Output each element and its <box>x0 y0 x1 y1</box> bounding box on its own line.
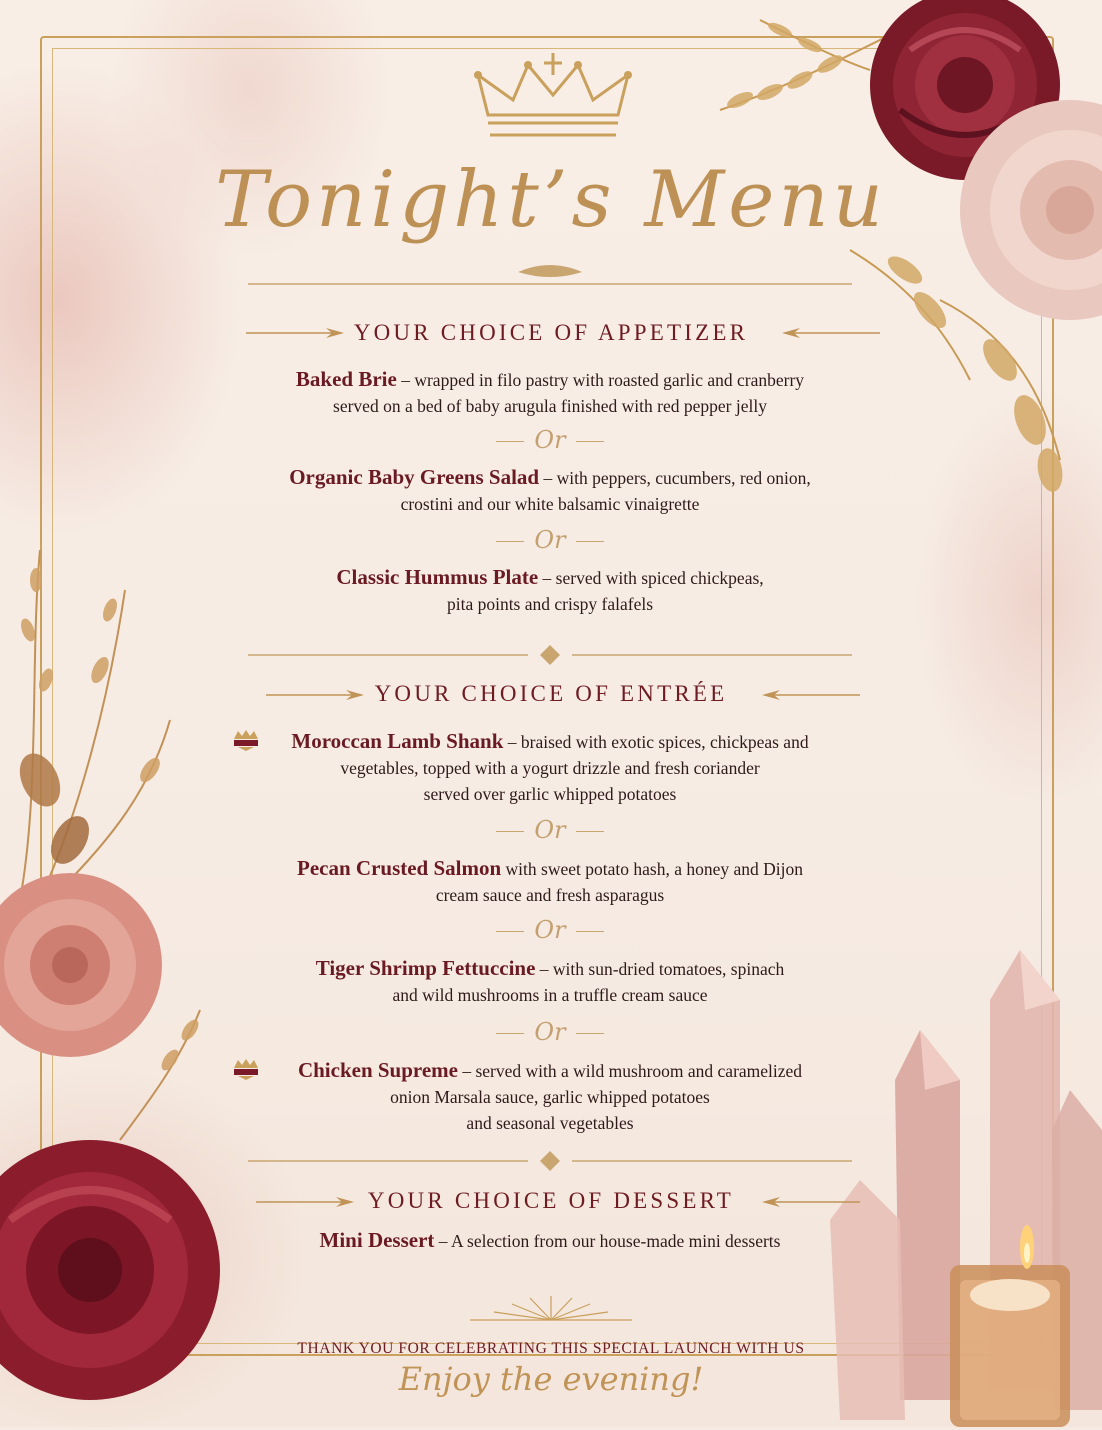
dessert-heading: YOUR CHOICE OF DESSERT <box>367 1188 735 1213</box>
heading-arrow-right <box>750 1195 860 1209</box>
or-separator: Or <box>490 426 610 456</box>
menu-item-chicken-supreme: Chicken Supreme – served with a wild mushroom and caramelized onion Marsala sauce, garlic whipped potatoes and seasonal vegetables <box>297 1058 803 1133</box>
menu-item-hummus-plate: Classic Hummus Plate – served with spiced chickpeas, pita points and crispy falafels <box>336 565 764 614</box>
appetizer-heading: YOUR CHOICE OF APPETIZER <box>353 320 749 345</box>
menu-item-pecan-salmon: Pecan Crusted Salmon with sweet potato hash, a honey and Dijon cream sauce and fresh asparagus <box>297 856 803 905</box>
heading-arrow-right <box>770 326 880 340</box>
menu-item-mini-dessert: Mini Dessert – A selection from our house-made mini desserts <box>319 1228 781 1252</box>
or-separator: Or <box>490 916 610 946</box>
or-separator: Or <box>490 816 610 846</box>
sun-moon-icon <box>470 1260 632 1332</box>
enjoy-tagline: Enjoy the evening! <box>398 1360 704 1398</box>
thank-you-note: THANK YOU FOR CELEBRATING THIS SPECIAL LAUNCH WITH US <box>297 1340 805 1357</box>
menu-item-baby-greens-salad: Organic Baby Greens Salad – with peppers, cucumbers, red onion, crostini and our white balsamic vinaigrette <box>289 465 811 514</box>
header-divider <box>248 258 852 298</box>
heading-arrow-right <box>750 688 860 702</box>
menu-item-baked-brie: Baked Brie – wrapped in filo pastry with roasted garlic and cranberry served on a bed of baby arugula finished with red pepper jelly <box>295 367 805 416</box>
crown-icon <box>468 45 638 145</box>
menu-item-lamb-shank: Moroccan Lamb Shank – braised with exotic spices, chickpeas and vegetables, topped with a yogurt drizzle and fresh coriander served over garlic whipped potatoes <box>291 729 809 804</box>
or-separator: Or <box>490 526 610 556</box>
or-separator: Or <box>490 1018 610 1048</box>
menu-item-shrimp-fettuccine: Tiger Shrimp Fettuccine – with sun-dried tomatoes, spinach and wild mushrooms in a truffle cream sauce <box>315 956 785 1005</box>
section-divider <box>248 644 852 666</box>
pink-rose-icon <box>0 870 170 1060</box>
page-title: Tonight’s Menu <box>215 155 887 245</box>
entree-heading: YOUR CHOICE OF ENTRÉE <box>374 681 728 706</box>
section-divider <box>248 1150 852 1172</box>
